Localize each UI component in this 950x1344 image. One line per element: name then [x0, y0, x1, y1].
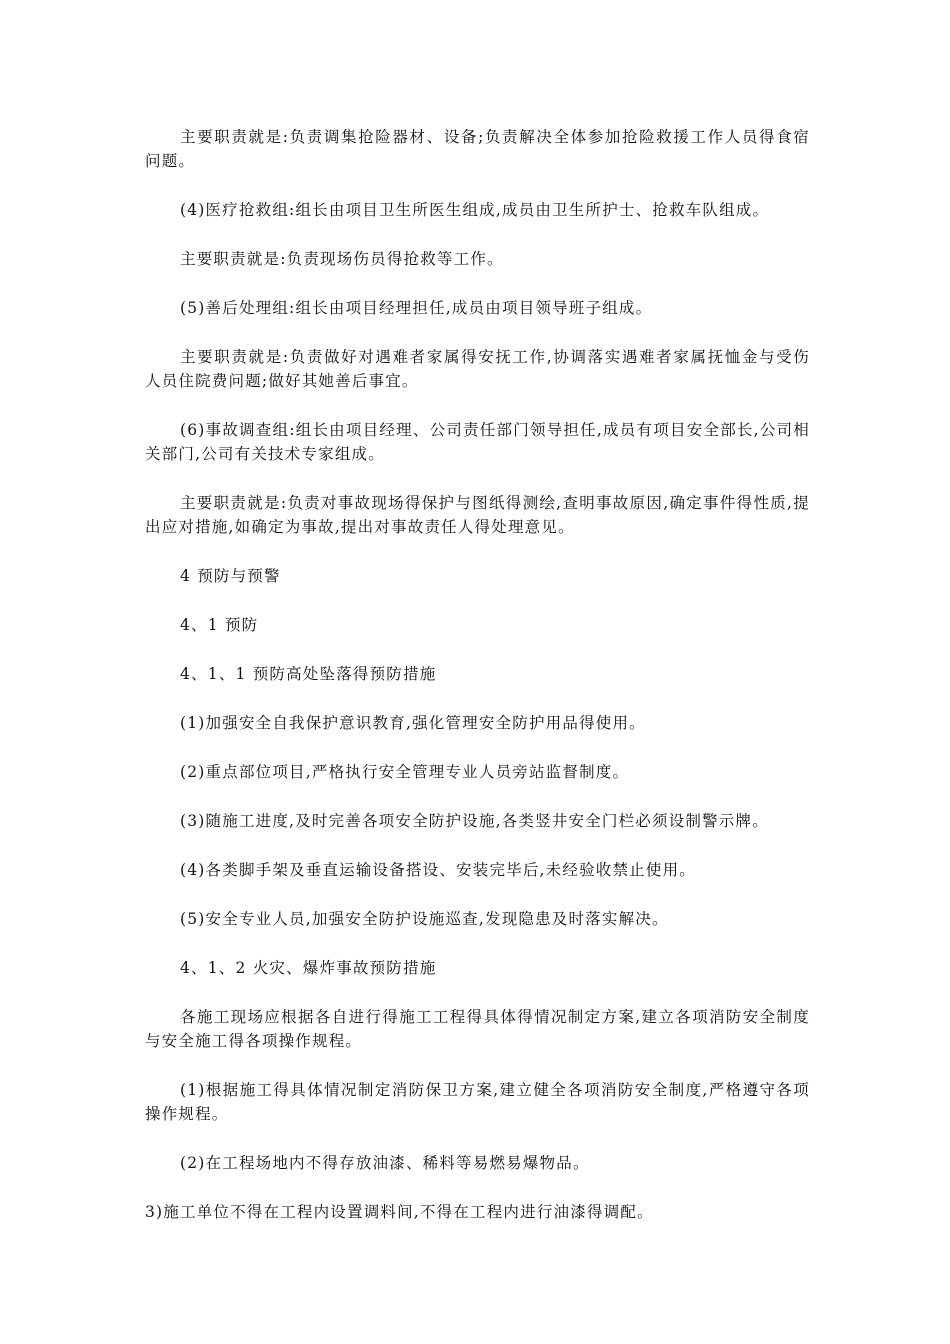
paragraph-1: 主要职责就是:负责调集抢险器材、设备;负责解决全体参加抢险救援工作人员得食宿问题。	[145, 128, 810, 170]
paragraph-7: 主要职责就是:负责对事故现场得保护与图纸得测绘,查明事故原因,确定事件得性质,提出应对措施,如确定为事故,提出对事故责任人得处理意见。	[145, 494, 810, 536]
section-heading-fire-explosion: 4、1、2 火灾、爆炸事故预防措施	[180, 959, 437, 977]
paragraph-18: (1)根据施工得具体情况制定消防保卫方案,建立健全各项消防安全制度,严格遵守各项操作规程。	[145, 1081, 810, 1123]
paragraph-3: 主要职责就是:负责现场伤员得抢救等工作。	[180, 250, 504, 268]
section-heading-fall-prevention: 4、1、1 预防高处坠落得预防措施	[180, 665, 437, 683]
paragraph-15: (5)安全专业人员,加强安全防护设施巡查,发现隐患及时落实解决。	[180, 910, 669, 928]
document-page	[145, 125, 810, 1249]
paragraph-17: 各施工现场应根据各自进行得施工工程得具体得情况制定方案,建立各项消防安全制度与安全施工得各项操作规程。	[145, 1008, 810, 1050]
paragraph-4: (5)善后处理组:组长由项目经理担任,成员由项目领导班子组成。	[180, 299, 653, 317]
paragraph-12: (2)重点部位项目,严格执行安全管理专业人员旁站监督制度。	[180, 763, 630, 781]
paragraph-11: (1)加强安全自我保护意识教育,强化管理安全防护用品得使用。	[180, 714, 646, 732]
paragraph-2: (4)医疗抢救组:组长由项目卫生所医生组成,成员由卫生所护士、抢救车队组成。	[180, 201, 770, 219]
paragraph-20: 3)施工单位不得在工程内设置调料间,不得在工程内进行油漆得调配。	[145, 1203, 654, 1221]
paragraph-14: (4)各类脚手架及垂直运输设备搭设、安装完毕后,未经验收禁止使用。	[180, 861, 696, 879]
section-heading-prevention: 4、1 预防	[180, 616, 259, 634]
paragraph-5: 主要职责就是:负责做好对遇难者家属得安抚工作,协调落实遇难者家属抚恤金与受伤人员住院费问题;做好其她善后事宜。	[145, 348, 810, 390]
paragraph-6: (6)事故调查组:组长由项目经理、公司责任部门领导担任,成员有项目安全部长,公司相关部门,公司有关技术专家组成。	[145, 421, 810, 463]
paragraph-19: (2)在工程场地内不得存放油漆、稀料等易燃易爆物品。	[180, 1154, 590, 1172]
paragraph-13: (3)随施工进度,及时完善各项安全防护设施,各类竖井安全门栏必须设制警示牌。	[180, 812, 769, 830]
section-heading-prevention-warning: 4 预防与预警	[180, 567, 281, 585]
